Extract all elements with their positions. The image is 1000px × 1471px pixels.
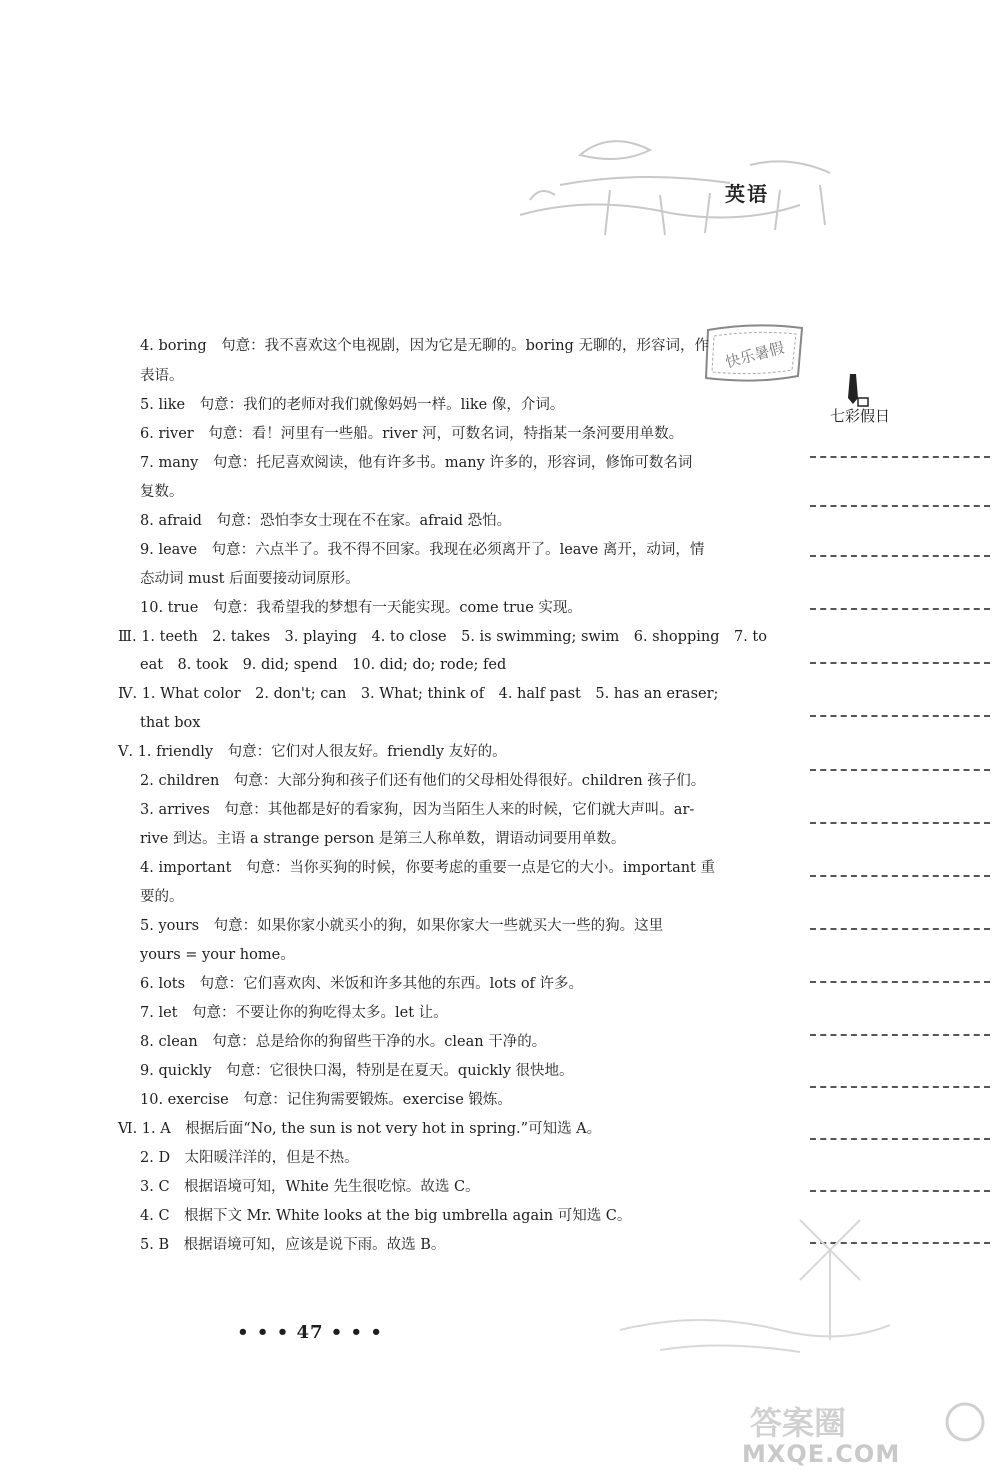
note-line — [810, 822, 990, 824]
answer-line: that box — [140, 715, 201, 731]
answer-line: 5. like 句意：我们的老师对我们就像妈妈一样。like 像，介词。 — [140, 397, 565, 413]
note-line — [810, 1034, 990, 1036]
answer-line: 3. C 根据语境可知，White 先生很吃惊。故选 C。 — [140, 1179, 480, 1195]
answer-line: 2. children 句意：大部分狗和孩子们还有他们的父母相处得很好。children 孩子们。 — [140, 773, 706, 789]
note-line — [810, 662, 990, 664]
answer-line: 复数。 — [140, 484, 184, 500]
note-line — [810, 928, 990, 930]
answer-line: 9. quickly 句意：它很快口渴，特别是在夏天。quickly 很快地。 — [140, 1063, 574, 1079]
answer-line: 4. important 句意：当你买狗的时候，你要考虑的重要一点是它的大小。important 重 — [140, 860, 715, 876]
page-number: • • • 47 • • • — [237, 1322, 383, 1343]
note-line — [810, 608, 990, 610]
answer-line: yours = your home。 — [140, 947, 295, 963]
note-line — [810, 715, 990, 717]
answer-line: 4. boring 句意：我不喜欢这个电视剧，因为它是无聊的。boring 无聊的，形容词，作 — [140, 338, 709, 354]
note-line — [810, 769, 990, 771]
answer-line: 4. C 根据下文 Mr. White looks at the big umbrella again 可知选 C。 — [140, 1208, 632, 1224]
answer-line: 5. B 根据语境可知，应该是说下雨。故选 B。 — [140, 1237, 446, 1253]
answer-line: 7. let 句意：不要让你的狗吃得太多。let 让。 — [140, 1005, 448, 1021]
answer-line: 8. clean 句意：总是给你的狗留些干净的水。clean 干净的。 — [140, 1034, 547, 1050]
note-line — [810, 555, 990, 557]
note-line — [810, 1086, 990, 1088]
answer-line: 7. many 句意：托尼喜欢阅读，他有许多书。many 许多的，形容词，修饰可数名词 — [140, 455, 693, 471]
answer-line: eat 8. took 9. did; spend 10. did; do; rode; fed — [140, 657, 507, 673]
answer-line: 2. D 太阳暖洋洋的，但是不热。 — [140, 1150, 359, 1166]
answer-line: 态动词 must 后面要接动词原形。 — [140, 571, 360, 587]
answer-line: Ⅲ. 1. teeth 2. takes 3. playing 4. to close 5. is swimming; swim 6. shopping 7. to — [118, 629, 767, 645]
answer-line: 要的。 — [140, 889, 184, 905]
svg-text:答案圈: 答案圈 — [750, 1404, 847, 1442]
answer-line: Ⅴ. 1. friendly 句意：它们对人很友好。friendly 友好的。 — [118, 744, 507, 760]
note-line — [810, 1138, 990, 1140]
note-line — [810, 875, 990, 877]
answer-line: 8. afraid 句意：恐怕李女士现在不在家。afraid 恐怕。 — [140, 513, 512, 529]
answer-line: Ⅳ. 1. What color 2. don't; can 3. What; think of 4. half past 5. has an eraser; — [118, 686, 719, 702]
watermark-text: MXQE.COM — [742, 1440, 901, 1468]
answer-line: 6. lots 句意：它们喜欢肉、米饭和许多其他的东西。lots of 许多。 — [140, 976, 584, 992]
answer-line: 表语。 — [140, 368, 184, 384]
footer-sketch-illustration — [600, 1200, 900, 1370]
answer-line: 10. true 句意：我希望我的梦想有一天能实现。come true 实现。 — [140, 600, 582, 616]
answer-line: 10. exercise 句意：记住狗需要锻炼。exercise 锻炼。 — [140, 1092, 512, 1108]
sidebar-label: 七彩假日 — [830, 407, 891, 425]
note-line — [810, 505, 990, 507]
answer-line: 9. leave 句意：六点半了。我不得不回家。我现在必须离开了。leave 离开，动词，情 — [140, 542, 705, 558]
subject-title: 英语 — [725, 182, 769, 206]
answer-line: 6. river 句意：看！河里有一些船。river 河，可数名词，特指某一条河要用单数。 — [140, 426, 684, 442]
answer-line: 5. yours 句意：如果你家小就买小的狗，如果你家大一些就买大一些的狗。这里 — [140, 918, 664, 934]
svg-text:快乐暑假: 快乐暑假 — [723, 338, 787, 372]
answer-line: Ⅵ. 1. A 根据后面“No, the sun is not very hot in spring.”可知选 A。 — [118, 1121, 602, 1137]
note-line — [810, 981, 990, 983]
answer-line: 3. arrives 句意：其他都是好的看家狗，因为当陌生人来的时候，它们就大声叫。ar- — [140, 802, 695, 818]
note-line — [810, 1190, 990, 1192]
note-line — [810, 456, 990, 458]
answer-line: rive 到达。主语 a strange person 是第三人称单数，谓语动词要用单数。 — [140, 831, 626, 847]
